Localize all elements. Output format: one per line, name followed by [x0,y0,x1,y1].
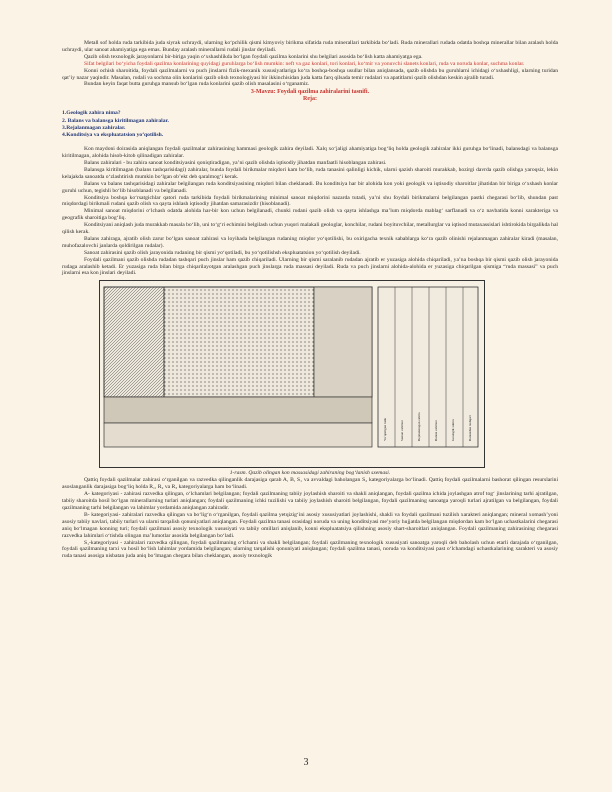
document-page [62,40,558,560]
unplanned-reserve-zone [314,287,372,397]
paragraph-1: Metall sof holda ruda tarkibida juda siyrak uchraydi, ularning ko‘pchilik qismi kimyoviy birikma sifatida ruda minerallari tarkibida bo‘ladi. Ruda minerallari rudada odatda boshqa minerallar bilan aralash holda uchraydi, ular sanoat ahamiyatiga ega emas. Bunday aralash minerallarni rudali jinslar deyiladi. [62,40,558,53]
page-number: 3 [303,757,309,768]
paragraph-15: Foydali qazilmani qazib olishda rudadan tashqari puch jinslar ham qazib chiqariladi. Ularning bir qismi saralanib rudadan ajratib er yuzasiga alohida chiqariladi, ya’na boshqa bir qismi qazib olish jarayonida rudaga aralashib ketadi. Er yuzasiga ruda bilan birga chiqarilayotgan aralashgan puch jinslarga ruda massasi deyiladi. Ruda va puch jinslarni alohida-alohida er yuzasiga chiqarilgan qismiga “ruda massasi” va puch jinslarni esa kon jinslari deyiladi. [62,256,558,277]
figure-label: Sanoat zahirasi [400,420,404,442]
paragraph-8: Balansga kiritilmagan (balans tashqarisidagi) zahiralar, bunda foydali birikmalar miqdori kam bo‘lib, ruda tanasini qalinligi kichik, ularni qazish sharoiti murakkab, hozirgi davrda qazib olishga yaroqsiz, lekin kelajakda sanoatda o‘zlashtirish mumkin bo‘lgan ob’ekt deb qaralmog‘i kerak. [62,166,558,180]
plan-item: 3.Rejalanmagan zahiralar. [62,124,126,131]
plan-item: 2. Balans va balansga kiritilmagan zahiralar. [62,117,169,124]
figure-label: Balans zahirasi [434,420,438,442]
paragraph-17: A- kategoriyasi - zahirasi razvedka qilingan, o‘lchamlari belgilangan; foydali qazilmaning tabiiy joylashish sharoiti va shakli aniqlangan, foydali qazilma ichida joylashgan atrof tog‘ jinslarining tarhi ajratilgan, tabiiy sharoitda hosil bo‘lgan minerallarning turlari aniqlangan; foydali qazilmaning ichki tuzilishi va tabiiy joylashish sharoiti belgilangan, foydali qazilmaning sanoatga yaroqli turlari ajratilgan va belgilangan, foydali qazilmaning tarhi belgilangan va lahimlar yordamida aniqlangan zahiradir. [62,491,558,511]
paragraph-14: Sanoat zahirasini qazib olish jarayonida rudaning bir qismi yo‘qotiladi, bu yo‘qotilishsh ekspluatatsion yo‘qotilish deyiladi. [84,249,361,256]
paragraph-9: Balans va balans tashqarisidagi zahiralar belgilangan ruda konditsiyasining miqdori bilan cheklanadi. Bu konditsiya har bir alohida kon yoki geologik va iqtisodiy sharoitlar jihatidan bir biriga o‘xshash konlar guruhi uchun, tegishli bo‘lib hisoblanadi va belgilanadi. [62,180,558,194]
paragraph-12: Konditsiyani aniqlash juda murakkab masala bo‘lib, uni to‘g‘ri echimini belgilash uchun yuqori malakali geologlar, konchilar, rudani boyituvchilar, metallurglar va iqtisod mutaxassislari ishtirokida birgalikda hal qilish kerak. [62,222,558,236]
paragraph-7: Balans zahiralari - bu zahira sanoat konditsiyasini qoniqtiradigan, ya’ni qazib olishda iqtisodiy jihatdan manfaatli hisoblangan zahirasi. [84,159,387,166]
figure-caption: 1-rasm. Qazib olingan kon massasidagi zahiraning bog‘lanish sxemasi. [229,470,391,477]
geological-reserve-bar [104,423,372,447]
lost-ore-zone [104,287,164,397]
paragraph-13: Balans zahiraga, ajratib olish zarur bo‘lgan sanoat zahirasi va loyihada belgilangan rudaning miqdor yo‘qotilishi, bu oxirigacha texnik sabablarga ko‘ra qazib olinishi rejalanmagan zahiralar kiradi (masalan, muhofazalovchi janlarda qoldirilgan rudalar). [62,235,558,249]
topic-title: 3-Mavzu: Foydali qazilma zahiralarini tasnifi. [250,89,370,96]
figure-label: Balansdan tashqari [468,415,472,442]
paragraph-6: Kon maydoni doirasida aniqlangan foydali qazilmalar zahirasining hammasi geologik zahira deyiladi. Xalq xo‘jaligi ahamiyatiga bog‘liq holda geologik zahiralar ikki guruhga bo‘linadi, balansdagi va balansga kiritilmagan, alohida hisob-kitob qilinadigan zahiralar. [62,146,558,160]
paragraph-18: B- kategoriyasi- zahiralari razvedka qilingan va bo‘lig‘n o‘rganilgan, foydali qazilma yetqizig‘ini asosiy xususiyatlari joylashishi, shakli va foydali qazilmani tuzilish xarakteri aniqlangan; mineral xomash’yoni asosiy tabiiy navlari, tabiiy turlari va ularni tarqalish qonuniyatlari aniqlangan. Foydali qazilma tanasi orasidagi noruda va uning konditsiyasi me’yoriy hujjatda belgilangan miqdordan kam bo‘lgan uchastkalarini chegarasi aniq bo‘lmagan konning turi; foydali qazilmani asosiy texnologik xususiyati va tabiiy omillari aniqlanib, konni ekspluatatsiya qilishning asosiy shart-sharoitlari aniqlangan. Foydali qazilmaning zahirasining chegarasi razvedka lahimlari o‘tishda olingan ma’lumotlar asosida belgilangan bo‘ladi. [62,511,558,539]
paragraph-11: Minimal sanoat miqdorini o‘lchash odatda alohida har-bir kon uchun belgilanadi, chunki rudani qazib olish va qayta ishlashga ma’lum miqdorda mablag‘ sarflanadi va o‘z navbatida konni xarakteriga va geografik sharoitiga bog‘liq. [62,208,558,222]
paragraph-2: Qazib olish texnologik jarayonlarni bir-biriga yaqin o‘xshashlikda bo‘lgan foydali qazilma konlarini shu belgilari asosida bo‘lish katta ahamiyatga ega. [84,53,423,60]
paragraph-4: Konni ochish sharoitida, foydali qazilmalarni va puch jinslarni fizik-mexanik xususiyatlariga ko‘ra boshqa-boshqa usullar bilan aniqlansada, qazib olishda bu guruhlarni ichidagi o‘xshashligi, ularning turidan qat’iy nazar yaqindir. Masalan, rudali va sochma olin konlarini qazib olish texnologiyasi bir ikkinchisidan juda katta farq qilsada temir rudalari va apatitlarni qazib olishdan keskin ajralib turadi. [62,67,558,81]
industrial-reserve-zone [164,287,314,397]
figure-label: Yo‘qotilgan ruda [383,418,387,442]
paragraph-10: Konditsiya boshqa ko‘rsatgichlar qatori ruda tarkibida foydali birikmalarining minimal sanoat miqdorini nazarda tutadi, ya’ni shu foydali birikmalarni belgilangan pastki chegarasi bo‘lib, shundan past miqdordagi birikmali rudani qazib olish va qayta ishlash iqtisodiy jihatdan samarasizdir (hisoblanadi). [62,194,558,208]
figure-label: Geologik zahira [451,419,455,442]
paragraph-5: Bundan keyin faqat butta guruhga mansub bo‘lgan ruda konlarini qazib olish masalasini o‘rganamiz. [84,81,310,88]
paragraph-19: S₁-kategoriyasi - zahiralari razvedka qilingan, foydali qazilmaning o‘lchami va shakli belgilangan; foydali qazilmaning texnologik xususiyati sanoatga yaroqli deb baholash uchun etarli darajada o‘rganilgan, foydali qazilmaning tarxi va hosil bo‘lish lahimlar yordamida belgilangan; ularning tarqalishi qonuniyati aniqlangan; foydali qazilma tanasi, noruda va konditsiyasi past o‘lchamdagi uchastkalarining xarakteri va asosiy ruda tanasi asosiga nisbatan juda aniq bo‘lmagan chegara bilan cheklangan, asosiy texnologik [62,539,558,560]
balance-reserve-bar [104,397,372,423]
figure-label: Rejalanmagan zahira [417,412,421,442]
plan-item: 4.Konditsiya va ekspluatatsion yo‘qotilish. [62,131,164,138]
plan-title: Reja: [303,96,317,103]
paragraph-16: Qattiq foydali qazilmalar zahirasi o‘rganilgan va razvedka qilinganlik darajasiga qarab A, B, S₁ va avvaldagi baholangan S₂ kategoriyalarga bo‘linadi. Qattiq foydali qazilmalarni bashorat qilingan resurslarini asoslanganlik darajasiga bog‘liq holda R₁, R₂ va R₃ kategoriyalarga ham bo‘linadi. [62,477,558,491]
reserve-scheme-diagram [100,281,484,467]
paragraph-3: Sifat belgilari bo‘yicha foydali qazilma konlarining quyidagi guruhlarga bo‘lish mumkin: neft va gaz konlari, tori konlari, ko‘mir va yonuvchi slanets konlari, ruda va noruda konlar, suchma konlar. [84,60,525,67]
reserve-scheme-figure [99,280,485,468]
plan-item: 1.Geologik zahira nima? [62,110,121,117]
